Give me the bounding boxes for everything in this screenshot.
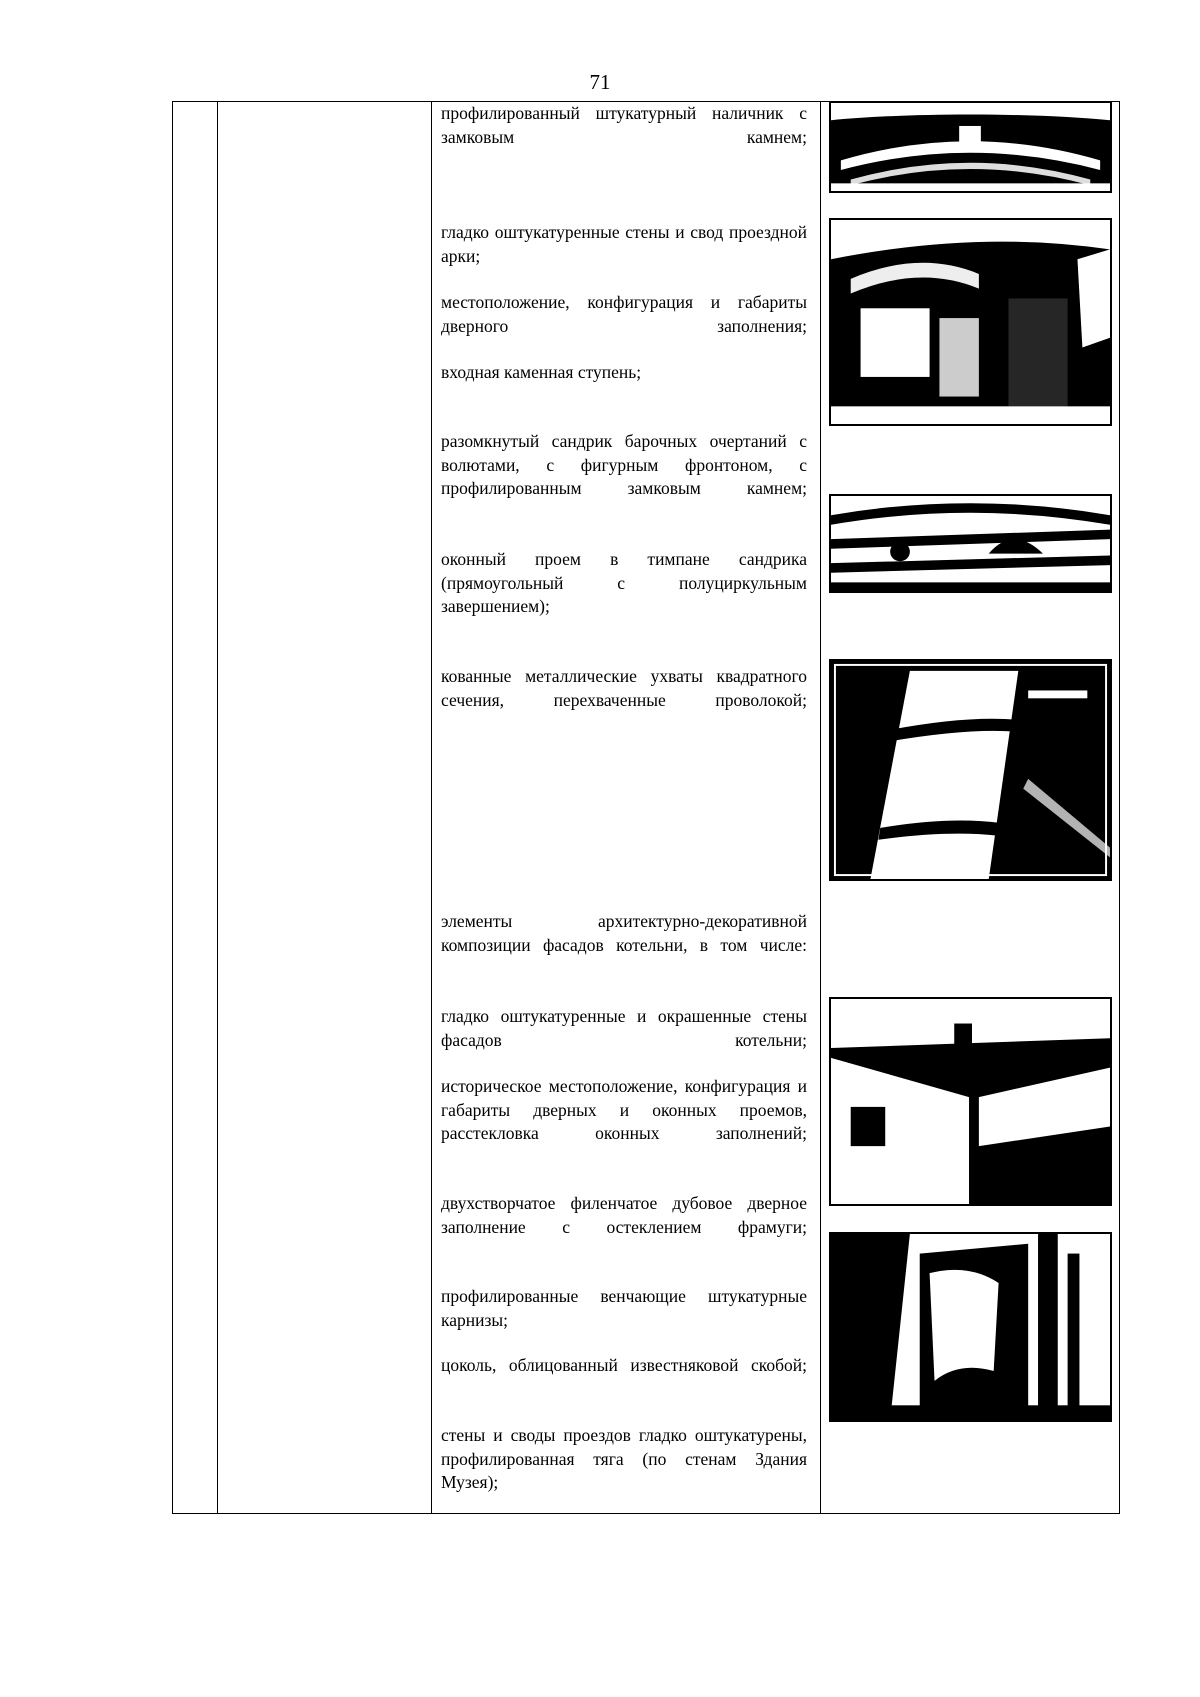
protected-element-item: профилированный штукатурный наличник с замковым камнем; bbox=[441, 103, 807, 147]
passage-arch-door-photo bbox=[829, 218, 1112, 426]
protected-element-item: гладко оштукатуренные стены и свод проездной арки; bbox=[441, 222, 807, 266]
boiler-house-facade-photo bbox=[829, 997, 1112, 1206]
baroque-pediment-photo bbox=[829, 494, 1112, 593]
column-divider-3 bbox=[820, 102, 821, 1513]
arch-window-surround-photo bbox=[829, 101, 1112, 193]
protected-element-item: историческое местоположение, конфигурация и габариты дверных и оконных проемов, расстекловка оконных заполнений; bbox=[441, 1076, 807, 1143]
column-divider-2 bbox=[431, 102, 432, 1513]
protected-element-item: местоположение, конфигурация и габариты дверного заполнения; bbox=[441, 292, 807, 336]
iron-clamps-column-photo bbox=[829, 659, 1112, 881]
protected-element-item: двухстворчатое филенчатое дубовое дверное заполнение с остеклением фрамуги; bbox=[441, 1193, 807, 1237]
protected-element-item: стены и своды проездов гладко оштукатурены, профилированная тяга (по стенам Здания Музея); bbox=[441, 1425, 807, 1492]
passage-vault-wall-photo bbox=[829, 1232, 1112, 1422]
protected-element-item: элементы архитектурно-декоративной композиции фасадов котельни, в том числе: bbox=[441, 911, 807, 955]
protected-element-item: цоколь, облицованный известняковой скобой; bbox=[441, 1355, 807, 1375]
protected-element-item: профилированные венчающие штукатурные карнизы; bbox=[441, 1286, 807, 1330]
page-number: 71 bbox=[589, 70, 611, 94]
column-divider-1 bbox=[217, 102, 218, 1513]
protected-element-item: разомкнутый сандрик барочных очертаний с волютами, с фигурным фронтоном, с профилированным замковым камнем; bbox=[441, 431, 807, 498]
protected-element-item: гладко оштукатуренные и окрашенные стены фасадов котельни; bbox=[441, 1006, 807, 1050]
protected-element-item: входная каменная ступень; bbox=[441, 362, 642, 382]
protected-element-item: кованные металлические ухваты квадратного сечения, перехваченные проволокой; bbox=[441, 666, 807, 710]
protected-element-item: оконный проем в тимпане сандрика (прямоугольный с полуциркульным завершением); bbox=[441, 549, 807, 616]
